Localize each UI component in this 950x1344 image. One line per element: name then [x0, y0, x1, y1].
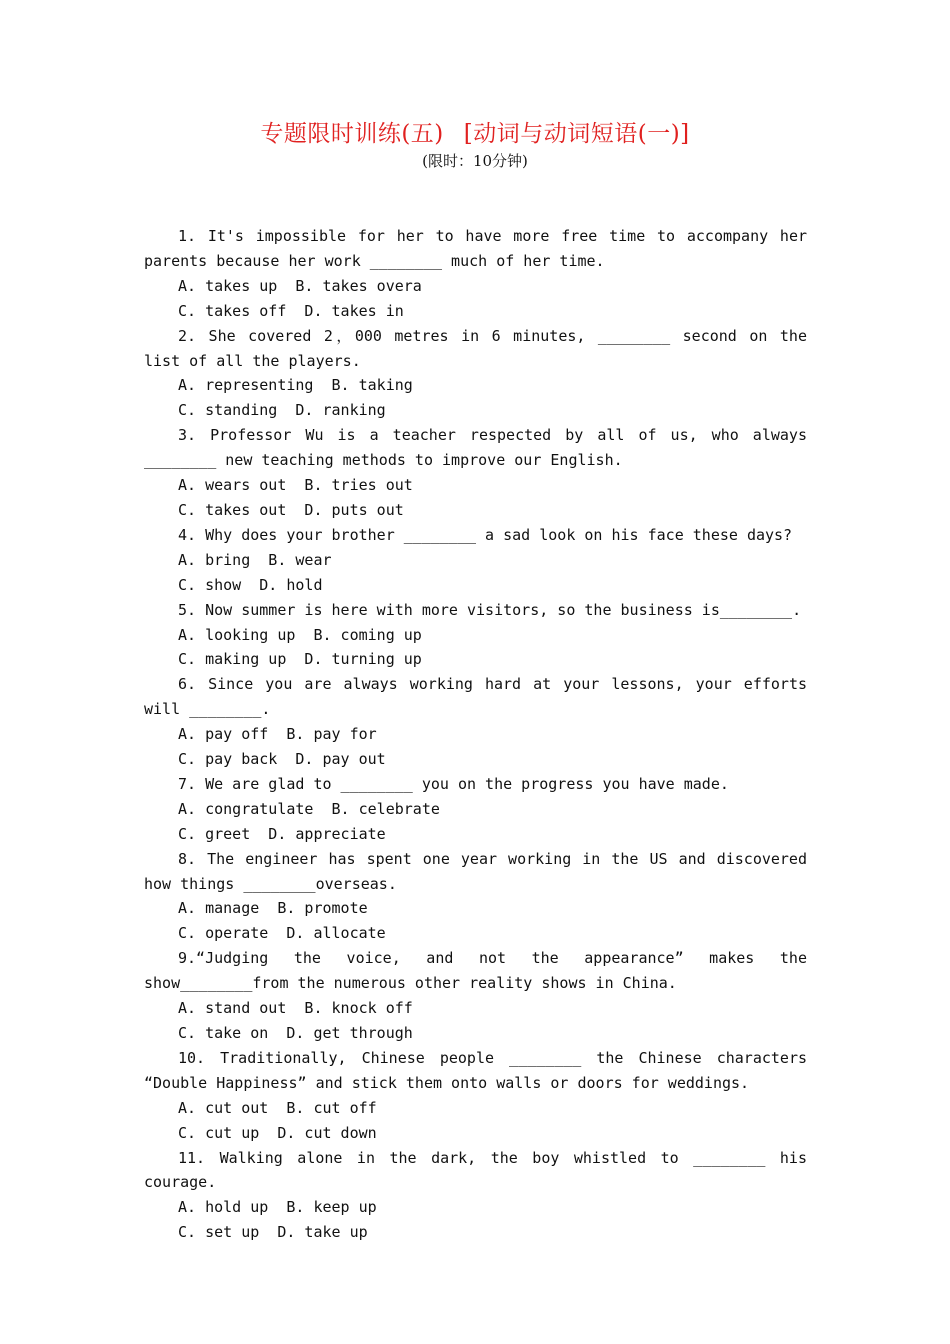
- option-line: C. greet D. appreciate: [178, 824, 386, 843]
- question-text: 3. Professor Wu is a teacher respected by all of us, who always ________ new teaching methods to improve our English.: [144, 426, 807, 470]
- time-limit: (限时：10分钟): [422, 152, 528, 170]
- option-line: A. representing B. taking: [178, 376, 413, 395]
- question-text: 4. Why does your brother ________ a sad look on his face these days?: [178, 525, 793, 544]
- option-line: A. bring B. wear: [178, 550, 332, 569]
- question-text: 1. It's impossible for her to have more free time to accompany her parents because her work ________ much of her time.: [144, 227, 807, 270]
- question-text: 7. We are glad to ________ you on the progress you have made.: [178, 774, 729, 793]
- option-line: A. congratulate B. celebrate: [178, 799, 440, 818]
- question-text: 11. Walking alone in the dark, the boy whistled to ________ his courage.: [144, 1148, 807, 1192]
- option-line: A. takes up B. takes overa: [178, 276, 422, 295]
- option-line: A. cut out B. cut off: [178, 1098, 377, 1117]
- option-line: C. show D. hold: [178, 575, 323, 594]
- page-title: [0, 118, 950, 150]
- option-line: A. hold up B. keep up: [178, 1198, 377, 1217]
- option-line: C. cut up D. cut down: [178, 1123, 377, 1142]
- option-line: C. takes out D. puts out: [178, 500, 404, 519]
- title-part1: 专题限时训练(五): [260, 121, 444, 147]
- question-text: 2. She covered 2，000 metres in 6 minutes, ________ second on the list of all the players.: [144, 326, 807, 370]
- option-line: C. making up D. turning up: [178, 650, 422, 669]
- option-line: C. standing D. ranking: [178, 401, 386, 420]
- title-part2: [动词与动词短语(一)]: [463, 121, 690, 147]
- option-line: A. manage B. promote: [178, 899, 368, 918]
- question-list: [144, 224, 807, 1245]
- option-line: C. take on D. get through: [178, 1024, 413, 1042]
- option-line: C. takes off D. takes in: [178, 301, 404, 320]
- option-line: C. pay back D. pay out: [178, 750, 386, 769]
- question-text: 6. Since you are always working hard at your lessons, your efforts will ________.: [144, 675, 807, 719]
- option-line: A. looking up B. coming up: [178, 625, 422, 644]
- question-text: 10. Traditionally, Chinese people ________ the Chinese characters “Double Happiness” and stick them onto walls or doors for weddings.: [144, 1048, 807, 1092]
- option-line: A. stand out B. knock off: [178, 999, 413, 1018]
- option-line: C. operate D. allocate: [178, 924, 386, 943]
- question-text: 9.“Judging the voice, and not the appearance” makes the show________from the numerous other reality shows in China.: [144, 949, 807, 993]
- option-line: A. pay off B. pay for: [178, 725, 377, 744]
- question-text: 5. Now summer is here with more visitors, so the business is________.: [178, 600, 802, 619]
- question-text: 8. The engineer has spent one year working in the US and discovered how things ________overseas.: [144, 849, 807, 893]
- option-line: A. wears out B. tries out: [178, 476, 413, 495]
- option-line: C. set up D. take up: [178, 1223, 368, 1242]
